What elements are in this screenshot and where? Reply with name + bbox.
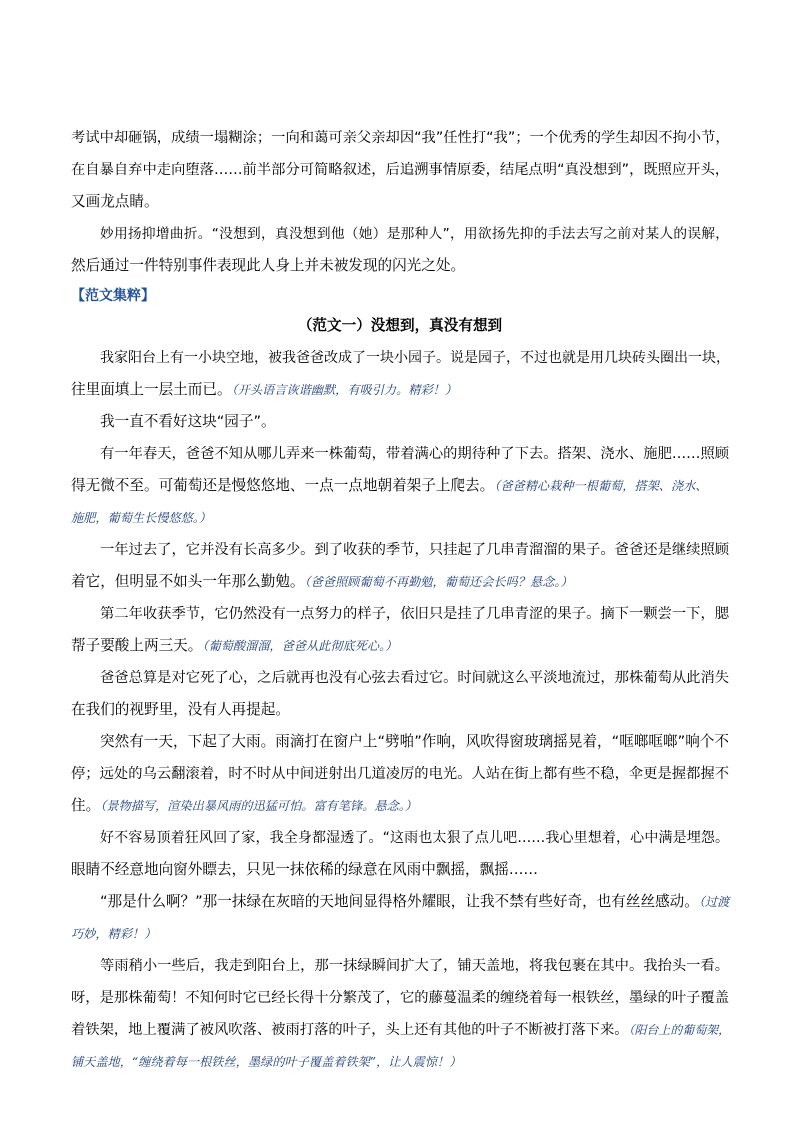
intro-para1-line3: 又画龙点睛。 xyxy=(71,193,159,210)
essay-title: （范文一）没想到，真没有想到 xyxy=(297,317,503,334)
essay-p7-line3 xyxy=(71,790,729,822)
essay-p6-line2: 在我们的视野里，没有人再提起。 xyxy=(71,701,290,718)
essay-p10-line3 xyxy=(71,1014,729,1046)
section-label xyxy=(71,282,729,310)
essay-p10-line1: 等雨稍小一些后，我走到阳台上，那一抹绿瞬间扩大了，铺天盖地，将我包裹在其中。我抬头一看。 xyxy=(100,958,730,974)
essay-p10-text: 着铁架，地上覆满了被风吹落、被雨打落的叶子，头上还有其他的叶子不断被打落下来。 xyxy=(71,1022,629,1038)
essay-p2: 我一直不看好这块“园子”。 xyxy=(100,413,276,430)
essay-p10-line2: 呀，是那株葡萄！不知何时它已经长得十分繁茂了，它的藤蔓温柔的缠绕着每一根铁丝，墨绿的叶子覆盖 xyxy=(71,990,729,1006)
essay-p9-comment-b: 巧妙，精彩！） xyxy=(71,927,157,941)
intro-para2-line1: 妙用扬抑增曲折。“没想到，真没想到他（她）是那种人”，用欲扬先抑的手法去写之前对某人的误解， xyxy=(100,226,729,242)
essay-p4-line1: 一年过去了，它并没有长高多少。到了收获的季节，只挂起了几串青溜溜的果子。爸爸还是继续照顾 xyxy=(100,542,730,558)
essay-p9-line2 xyxy=(71,918,729,950)
essay-p7-line2: 停；远处的乌云翻滚着，时不时从中间迸射出几道凌厉的电光。人站在街上都有些不稳，伞更是握都握不 xyxy=(71,766,729,782)
essay-p4-line2 xyxy=(71,566,729,598)
essay-p1-text: 往里面填上一层土而已。 xyxy=(71,381,232,398)
essay-p3-line2 xyxy=(71,470,729,502)
essay-p5-comment: （葡萄酸溜溜，爸爸从此彻底死心。） xyxy=(202,639,398,653)
essay-p9-text: “那是什么啊？”那一抹绿在灰暗的天地间显得格外耀眼，让我不禁有些好奇，也有丝丝感动。 xyxy=(100,893,699,910)
essay-p4-comment: （爸爸照顾葡萄不再勤勉，葡萄还会长吗？悬念。） xyxy=(304,575,573,589)
essay-p10-comment-a: （阳台上的葡萄架， xyxy=(628,1023,731,1037)
essay-p9-comment-a: （过渡 xyxy=(698,895,730,909)
essay-p10-line4 xyxy=(71,1046,729,1078)
essay-p10-comment-b: 铺天盖地，“缠绕着每一根铁丝，墨绿的叶子覆盖着铁架”，让人震惊！） xyxy=(71,1055,462,1069)
essay-p7-line1: 突然有一天，下起了大雨。雨滴打在窗户上“劈啪”作响，风吹得窗玻璃摇晃着，“哐啷哐啷”响个不 xyxy=(100,733,729,750)
essay-p8-line1: 好不容易顶着狂风回了家，我全身都湿透了。“这雨也太狠了点儿吧……我心里想着，心中满是埋怨。 xyxy=(100,830,729,846)
intro-para2-line2: 然后通过一件特别事件表现此人身上并未被发现的闪光之处。 xyxy=(71,257,466,274)
essay-p7-comment: （景物描写，渲染出暴风雨的迅猛可怕。富有笔锋。悬念。） xyxy=(100,799,418,813)
essay-p3-line3 xyxy=(71,502,729,534)
essay-p3-text: 得无微不至。可葡萄还是慢悠悠地、一点一点地朝着架子上爬去。 xyxy=(71,477,495,494)
document-page xyxy=(71,122,729,1078)
essay-p7-text: 住。 xyxy=(71,797,101,814)
essay-p3-line1: 有一年春天，爸爸不知从哪儿弄来一株葡萄，带着满心的期待种了下去。搭架、浇水、施肥……照顾 xyxy=(100,446,730,462)
intro-para1-line2: 在自暴自弃中走向堕落……前半部分可简略叙述，后追溯事情原委，结尾点明“真没想到”，既照应开头， xyxy=(71,162,730,178)
essay-p6-line1: 爸爸总算是对它死了心，之后就再也没有心弦去看过它。时间就这么平淡地流过，那株葡萄从此消失 xyxy=(100,670,730,686)
essay-p1-line2 xyxy=(71,374,729,406)
essay-p8-line2: 眼睛不经意地向窗外瞟去，只见一抹依稀的绿意在风雨中飘摇，飘摇…… xyxy=(71,861,539,878)
section-label-text: 【范文集粹】 xyxy=(71,288,155,304)
intro-para1-line1: 考试中却砸锅，成绩一塌糊涂；一向和蔼可亲父亲却因“我”任性打“我”；一个优秀的学生却因不拘小节， xyxy=(71,130,730,146)
essay-p5-line1: 第二年收获季节，它仍然没有一点努力的样子，依旧只是挂了几串青涩的果子。摘下一颗尝一下，腮 xyxy=(100,606,730,622)
essay-p5-line2 xyxy=(71,630,729,662)
essay-p3-comment-b: 施肥，葡萄生长慢悠悠。） xyxy=(71,511,212,525)
essay-p9-line1 xyxy=(71,886,729,918)
essay-p3-comment-a: （爸爸精心栽种一根葡萄，搭架、浇水、 xyxy=(494,479,708,493)
essay-p1-line1: 我家阳台上有一小块空地，被我爸爸改成了一块小园子。说是园子，不过也就是用几块砖头圈出一块， xyxy=(100,350,730,366)
essay-p1-comment: （开头语言诙谐幽默，有吸引力。精彩！） xyxy=(231,383,458,397)
essay-p4-text: 着它，但明显不如头一年那么勤勉。 xyxy=(71,573,305,590)
essay-p5-text: 帮子要酸上两三天。 xyxy=(71,637,203,654)
